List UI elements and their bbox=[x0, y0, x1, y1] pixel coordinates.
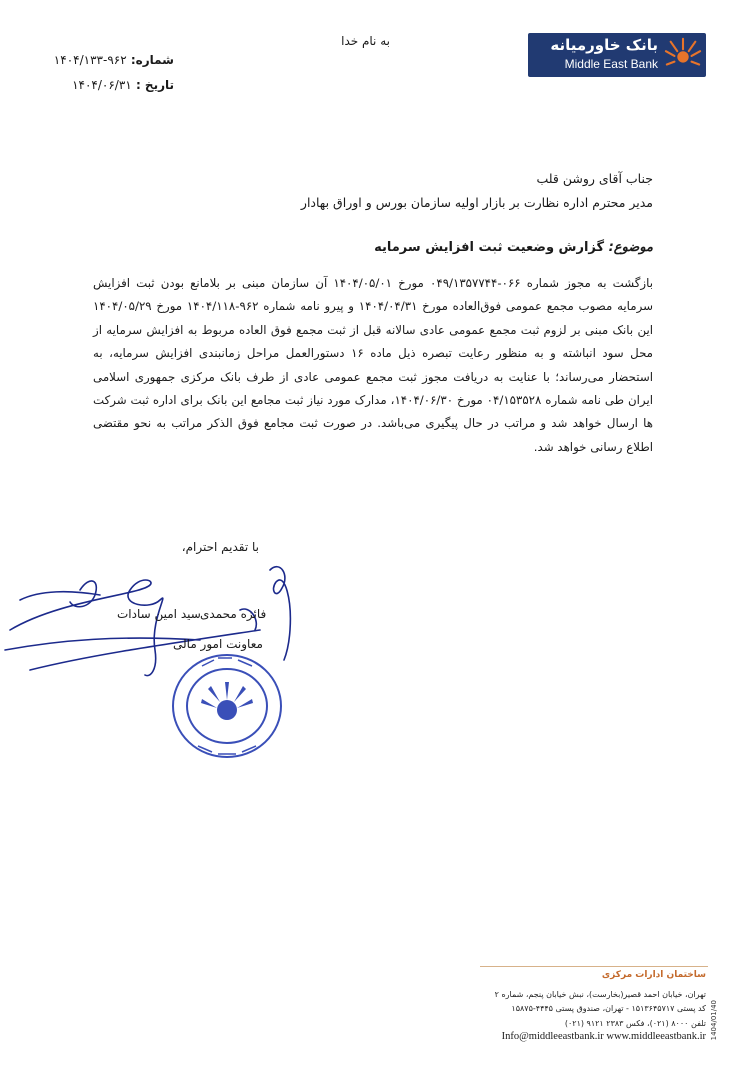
footer-heading: ساختمان ادارات مرکزی bbox=[601, 970, 706, 980]
date-value: ۱۴۰۴/۰۶/۳۱ bbox=[72, 78, 132, 92]
footer-phone-fax: تلفن ۸۰۰۰ (۰۲۱)، فکس ۲۳۸۳ ۹۱۲۱ (۰۲۱) bbox=[564, 1019, 706, 1028]
subject-label: موضوع: bbox=[608, 240, 653, 255]
closing-salutation: با تقدیم احترام، bbox=[181, 540, 259, 554]
form-code: 1404/01/40 bbox=[710, 1000, 718, 1041]
sun-emblem-icon bbox=[664, 36, 702, 74]
addressee-name: جناب آقای روشن قلب bbox=[536, 171, 653, 186]
addressee-title: مدیر محترم اداره نظارت بر بازار اولیه سازمان بورس و اوراق بهادار bbox=[300, 195, 653, 210]
bank-logo bbox=[528, 33, 706, 77]
letter-number bbox=[54, 53, 174, 67]
subject-text: گزارش وضعیت ثبت افزایش سرمایه bbox=[374, 240, 605, 255]
footer-address: تهران، خیابان احمد قصیر(بخارست)، نبش خیابان پنجم، شماره ۲ bbox=[494, 990, 706, 999]
official-stamp-icon bbox=[168, 650, 286, 762]
logo-name-en: Middle East Bank bbox=[564, 57, 658, 71]
footer-contact[interactable]: Info@middleeastbank.ir www.middleeastbank.ir bbox=[501, 1031, 706, 1042]
signer-2-title: معاونت امور مالی bbox=[173, 637, 263, 651]
letter-date bbox=[72, 78, 174, 92]
number-label: شماره: bbox=[130, 53, 174, 67]
number-value: ۹۶۲-۱۴۰۴/۱۳۳ bbox=[53, 53, 127, 67]
signer-1-name: فائزه محمدی bbox=[200, 607, 267, 621]
footer-divider bbox=[480, 966, 708, 967]
subject-line bbox=[53, 240, 653, 255]
addressee-block bbox=[53, 167, 653, 215]
date-label: تاریخ : bbox=[135, 78, 174, 92]
letter-body: بازگشت به مجوز شماره ۰۶۶-۰۴۹/۱۳۵۷۷۴۴ مورخ ۱۴۰۴/۰۵/۰۱ آن سازمان مبنی بر بلامانع بودن ثبت افزایش سرمایه مصوب مجمع عمومی فوق‌العاده مورخ ۱۴۰۴/۰۴/۳۱ و پیرو نامه شماره ۹۶۲-۱۴۰۴/۱۱۸ مورخ ۱۴۰۴/۰۵/۲۹ این بانک مبنی بر لزوم ثبت مجمع عمومی عادی سالانه قبل از ثبت مجمع فوق العاده مربوط به افزایش سرمایه از محل سود انباشته و به منظور رعایت تبصره ذیل ماده ۱۶ دستورالعمل مراحل زمانبندی افزایش سرمایه، به استحضار می‌رساند؛ با عنایت به دریافت مجوز ثبت مجمع عمومی عادی از طرف بانک مرکزی جمهوری اسلامی ایران طی نامه شماره ۰۴/۱۵۳۵۲۸ مورخ ۱۴۰۴/۰۶/۳۰، مدارک مورد نیاز ثبت مجامع این بانک برای اداره ثبت شرکت ها ارسال خواهد شد و مراتب در حال پیگیری می‌باشد. در صورت ثبت مجامع فوق الذکر مراتب به نحو مقتضی اطلاع رسانی خواهد شد. bbox=[93, 276, 654, 454]
bismillah: به نام خدا bbox=[341, 34, 390, 48]
footer-postal: کد پستی ۱۵۱۳۶۴۵۷۱۷ - تهران، صندوق پستی ۴۴۴۵-۱۵۸۷۵ bbox=[511, 1004, 706, 1013]
signer-2-name: سید امین سادات bbox=[117, 607, 201, 621]
logo-name-fa: بانک خاورمیانه bbox=[550, 36, 658, 54]
